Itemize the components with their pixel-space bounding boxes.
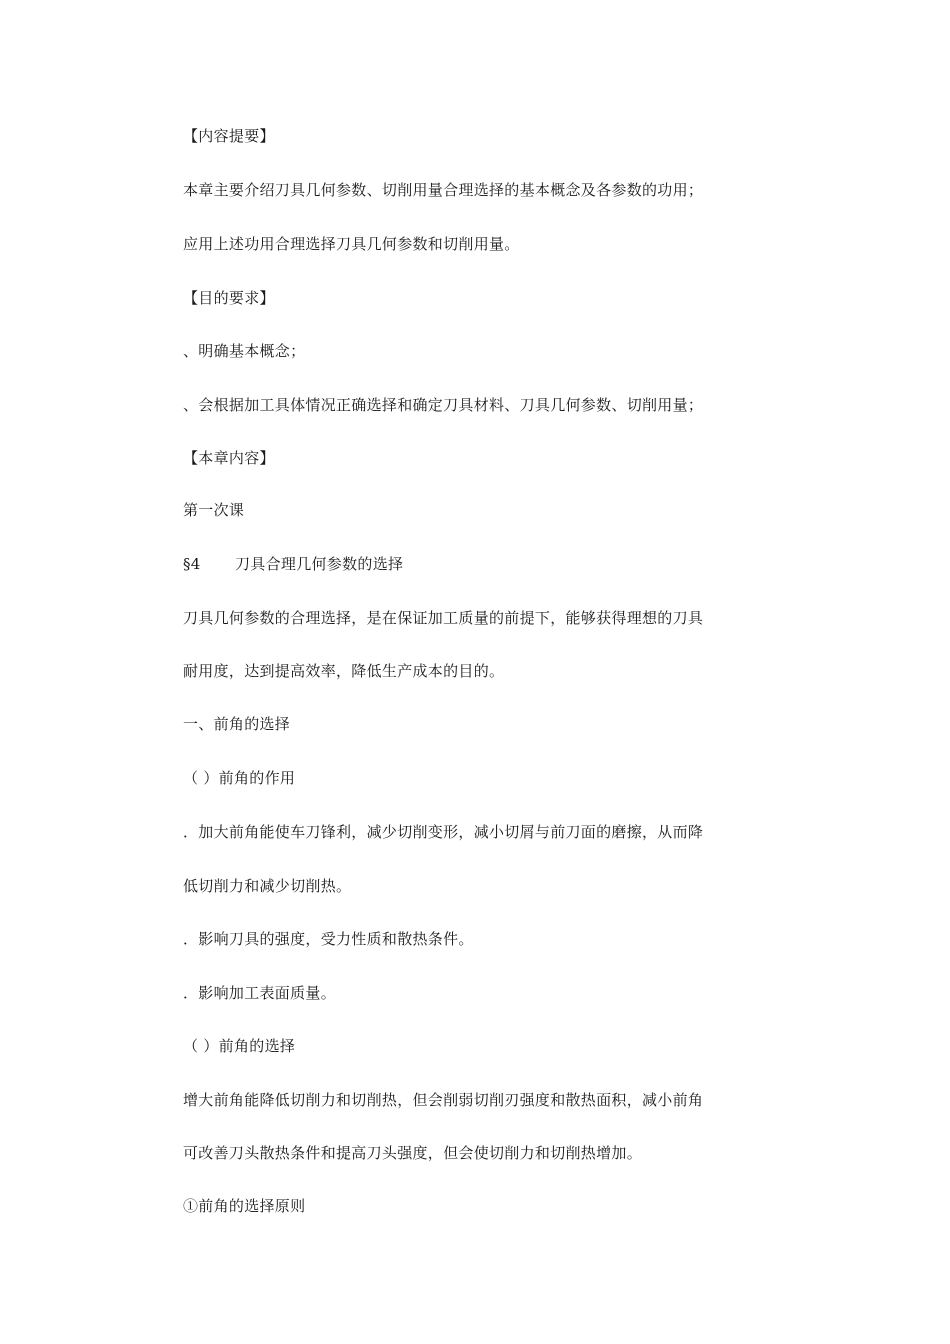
selection-line-2: 可改善刀头散热条件和提高刀头强度，但会使切削力和切削热增加。 [183,1144,643,1162]
effect-1-line-2: 低切削力和减少切削热。 [183,877,352,895]
objectives-heading: 【目的要求】 [183,289,275,307]
intro-line-1: 刀具几何参数的合理选择，是在保证加工质量的前提下，能够获得理想的刀具 [183,609,704,627]
section-number: §4 [183,555,201,573]
part1-heading: 一、前角的选择 [183,715,291,733]
effect-2: ．影响刀具的强度，受力性质和散热条件。 [183,930,474,948]
objective-1: 、明确基本概念； [183,342,306,360]
effect-1-line-1: ．加大前角能使车刀锋利，减少切削变形，减小切屑与前刀面的磨擦，从而降 [183,823,704,841]
objective-2: 、会根据加工具体情况正确选择和确定刀具材料、刀具几何参数、切削用量； [183,396,704,414]
content-heading: 【本章内容】 [183,449,275,467]
summary-heading: 【内容提要】 [183,127,275,145]
selection-line-1: 增大前角能降低切削力和切削热，但会削弱切削刃强度和散热面积，减小前角 [183,1091,704,1109]
summary-line-1: 本章主要介绍刀具几何参数、切削用量合理选择的基本概念及各参数的功用； [183,181,704,199]
principle-heading: ①前角的选择原则 [183,1197,306,1215]
effect-3: ．影响加工表面质量。 [183,984,337,1002]
lesson-label: 第一次课 [183,501,245,519]
subsection-2-heading: （ ）前角的选择 [183,1037,296,1055]
section-title: 刀具合理几何参数的选择 [235,555,404,573]
summary-line-2: 应用上述功用合理选择刀具几何参数和切削用量。 [183,235,520,253]
subsection-1-heading: （ ）前角的作用 [183,769,296,787]
section-heading [183,554,403,574]
intro-line-2: 耐用度，达到提高效率，降低生产成本的目的。 [183,662,505,680]
